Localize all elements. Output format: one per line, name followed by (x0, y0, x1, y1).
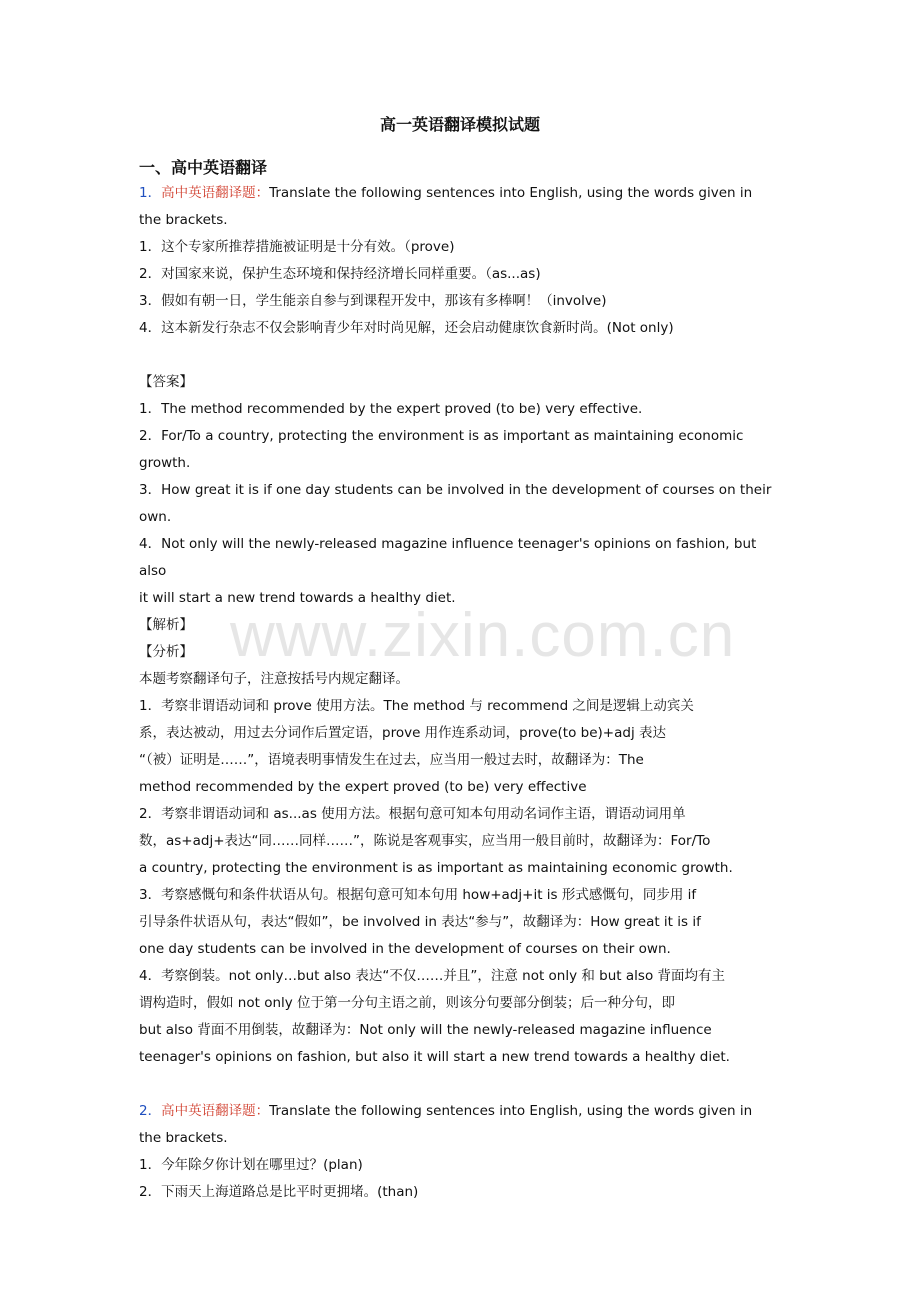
analysis-line: 本题考察翻译句子，注意按括号内规定翻译。 (139, 671, 409, 687)
analysis-line: 数，as+adj+表达“同……同样……”，陈说是客观事实，应当用一般目前时，故翻译为：For/To (139, 833, 711, 849)
item-line: 2．下雨天上海道路总是比平时更拥堵。(than) (139, 1184, 419, 1200)
answer-line: 3．How great it is if one day students can be involved in the development of courses on their (139, 482, 772, 498)
section-heading: 一、高中英语翻译 (139, 158, 268, 177)
answer-line: 4．Not only will the newly-released magazine influence teenager's opinions on fashion, but also (139, 536, 757, 579)
question-number: 1． (139, 185, 162, 201)
analysis-line: teenager's opinions on fashion, but also it will start a new trend towards a healthy diet. (139, 1049, 730, 1065)
analysis-line: 谓构造时，假如 not only 位于第一分句主语之前，则该分句要部分倒装；后一种分句，即 (139, 995, 676, 1011)
question-instruction: Translate the following sentences into English, using the words given in (269, 185, 753, 201)
item-line: 1．这个专家所推荐措施被证明是十分有效。（prove) (139, 239, 455, 255)
analysis-line: but also 背面不用倒装，故翻译为：Not only will the newly-released magazine influence (139, 1022, 712, 1038)
question-tag: 高中英语翻译题： (161, 1103, 270, 1119)
question-1 (139, 180, 781, 1071)
analysis-line: a country, protecting the environment is as important as maintaining economic growth. (139, 860, 733, 876)
page-title: 高一英语翻译模拟试题 (379, 115, 540, 134)
item-line: 3．假如有朝一日，学生能亲自参与到课程开发中，那该有多棒啊！（involve) (139, 293, 607, 309)
question-instruction: Translate the following sentences into English, using the words given in (269, 1103, 753, 1119)
analysis-line: 引导条件状语从句，表达“假如”，be involved in 表达“参与”，故翻译为：How great it is if (139, 914, 701, 930)
answer-line: 1．The method recommended by the expert proved (to be) very effective. (139, 401, 643, 417)
analysis-line: 2．考察非谓语动词和 as...as 使用方法。根据句意可知本句用动名词作主语，谓语动词用单 (139, 806, 686, 822)
analysis-line: method recommended by the expert proved (to be) very effective (139, 779, 587, 795)
jiexi-label: 【解析】 (139, 617, 193, 633)
answer-line: growth. (139, 455, 191, 471)
item-line: 2．对国家来说，保护生态环境和保持经济增长同样重要。（as...as) (139, 266, 541, 282)
item-line: 4．这本新发行杂志不仅会影响青少年对时尚见解，还会启动健康饮食新时尚。(Not only) (139, 320, 674, 336)
answer-line: it will start a new trend towards a healthy diet. (139, 590, 456, 606)
question-instruction-cont: the brackets. (139, 1130, 228, 1146)
question-tag: 高中英语翻译题： (161, 185, 270, 201)
answer-label: 【答案】 (139, 374, 193, 390)
item-line: 1．今年除夕你计划在哪里过？(plan) (139, 1157, 363, 1173)
document-page (139, 112, 781, 1206)
question-2-header (139, 1098, 781, 1125)
analysis-line: 1．考察非谓语动词和 prove 使用方法。The method 与 recommend 之间是逻辑上动宾关 (139, 698, 694, 714)
analysis-line: “（被）证明是……”，语境表明事情发生在过去，应当用一般过去时，故翻译为：The (139, 752, 644, 768)
answer-line: 2．For/To a country, protecting the environment is as important as maintaining economic (139, 428, 744, 444)
analysis-line: 系，表达被动，用过去分词作后置定语，prove 用作连系动词，prove(to be)+adj 表达 (139, 725, 666, 741)
question-2 (139, 1098, 781, 1206)
question-instruction-cont: the brackets. (139, 212, 228, 228)
question-number: 2． (139, 1103, 162, 1119)
question-1-header (139, 180, 781, 207)
analysis-line: 3．考察感慨句和条件状语从句。根据句意可知本句用 how+adj+it is 形式感慨句，同步用 if (139, 887, 697, 903)
answer-line: own. (139, 509, 172, 525)
analysis-line: 4．考察倒装。not only…but also 表达“不仅……并且”，注意 not only 和 but also 背面均有主 (139, 968, 725, 984)
watermark: www.zixin.com.cn (230, 601, 736, 670)
analysis-line: one day students can be involved in the development of courses on their own. (139, 941, 671, 957)
fenxi-label: 【分析】 (139, 644, 193, 660)
